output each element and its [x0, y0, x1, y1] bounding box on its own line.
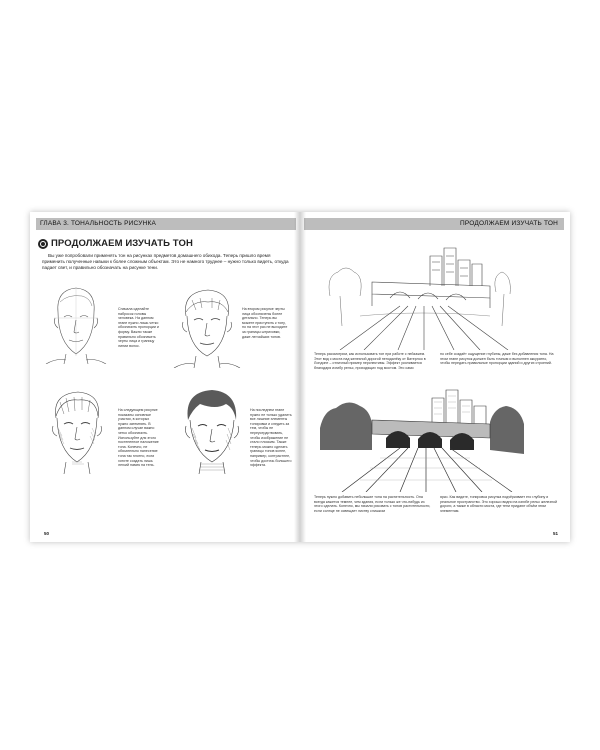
book-gutter — [294, 212, 306, 542]
bullet-icon — [38, 239, 48, 249]
book-spread — [30, 212, 570, 542]
right-page-number: 51 — [552, 531, 558, 536]
section-title: ПРОДОЛЖАЕМ ИЗУЧАТЬ ТОН — [51, 238, 193, 249]
caption-step3: На следующем рисунке показаны основные участки, в которых нужно затемнять. В данном случае важно четко обозначить. Используйте для этого постепенное наложение тона. Конечно, не обязательно нанесение тона так плотно, если хотите создать лишь легкий намек на тень. — [118, 408, 159, 468]
left-running-head: ГЛАВА 3. ТОНАЛЬНОСТЬ РИСУНКА — [36, 218, 296, 230]
caption-step4: На последнем этапе нужно не только удалить все лишние элементы тонировки и следить за тем, чтобы не переусердствовать, чтобы изображение не стало плоским. Также теперь можно сделать границы тонов яснее, например, контрастнее, чтобы достичь большего эффекта. — [250, 408, 292, 468]
railway-sketch-outline — [320, 246, 520, 350]
face-sketch-step3 — [42, 388, 112, 474]
right-running-head: ПРОДОЛЖАЕМ ИЗУЧАТЬ ТОН — [304, 218, 564, 230]
caption-step1: Сначала сделайте набросок головы человека. На данном этапе нужно лишь четко обозначить пропорции и форму. Важно также правильно обозначить черты лица и границу линии волос. — [118, 307, 159, 348]
paragraph-2-right: ярко. Как видите, тонировка рисунка подчёркивает его глубину и реальное пространство. Это хорошо видно на изгибе рельс железной дороги, а также в области моста, где тени придают объём этим элементам. — [440, 495, 557, 513]
intro-paragraph: Вы уже попробовали применять тон на рисунках предметов домашнего обихода. Теперь пришло время применить полученные навыки к более сложным объектам. Это не намного труднее – нужно только видеть, откуда падает свет, и правильно обозначать на рисунке тени. — [42, 253, 289, 271]
paragraph-2-left: Теперь нужно добавить небольшие тона на растительность. Она всегда кажется темнее, чем здания, если только же что-нибудь из этого сделать. Конечно, мы начали рисовать с тонов растительности, если солнце не освещает листву слишком — [314, 495, 431, 513]
face-sketch-step1 — [42, 282, 110, 364]
paragraph-1-left: Теперь рассмотрим, как использовать тон при работе с пейзажем. Этот вид с моста над железной дорогой неподалёку от Ватерлоо в Лондоне – отличный пример перспективы. Эффект усиливается благодаря изгибу рельс, проходящих под мостом. Это само — [314, 352, 426, 370]
railway-sketch-shaded — [320, 388, 530, 492]
section-title-row — [38, 238, 193, 249]
right-page — [300, 212, 570, 542]
face-sketch-step4 — [176, 388, 248, 474]
paragraph-1-right: по себе создаёт ощущение глубины, даже без добавления тона. На этом этапе рисунок должен быть точным и выполнен аккуратно, чтобы передать правильные пропорции зданий и других строений. — [440, 352, 554, 366]
caption-step2: На втором рисунке черты лица обозначены более детально. Теперь вы можете приступить к тону, но на этот раз не выходите за границы штриховки, даже легчайших тонов. — [242, 307, 288, 339]
left-page — [30, 212, 300, 542]
face-sketch-step2 — [172, 286, 242, 368]
left-page-number: 50 — [44, 531, 50, 536]
